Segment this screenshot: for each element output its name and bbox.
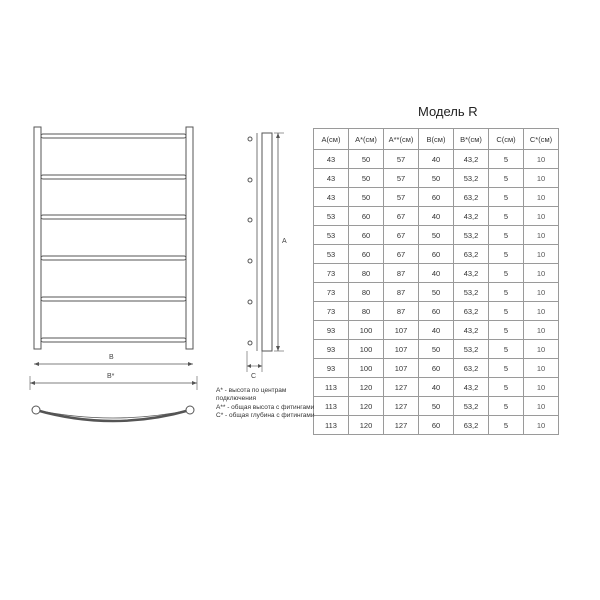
table-cell: 80 [349,264,384,283]
table-cell: 50 [419,397,454,416]
table-cell: 93 [314,359,349,378]
table-row [314,226,559,245]
table-cell: 107 [384,321,419,340]
table-row [314,188,559,207]
spec-table [313,128,559,435]
table-cell: 53 [314,226,349,245]
table-cell: 5 [489,207,524,226]
table-cell: 5 [489,169,524,188]
table-cell: 87 [384,302,419,321]
table-cell: 50 [419,169,454,188]
table-cell: 40 [419,150,454,169]
top-view-arc [36,410,190,421]
table-cell: 5 [489,302,524,321]
table-cell: 93 [314,340,349,359]
side-view-pipe [262,133,272,351]
table-cell: 113 [314,397,349,416]
table-cell: 63,2 [454,302,489,321]
side-rung-stubs [248,137,252,345]
table-cell: 10 [524,245,559,264]
table-cell: 50 [419,283,454,302]
model-title: Модель R [418,104,478,119]
table-cell: 57 [384,188,419,207]
col-header-b-star: B*(см) [454,129,489,150]
table-cell: 60 [419,359,454,378]
table-cell: 67 [384,245,419,264]
table-cell: 5 [489,245,524,264]
table-cell: 43 [314,150,349,169]
table-cell: 40 [419,321,454,340]
table-cell: 10 [524,321,559,340]
table-row [314,340,559,359]
table-cell: 10 [524,264,559,283]
table-cell: 43,2 [454,321,489,340]
table-cell: 60 [419,416,454,435]
table-cell: 5 [489,188,524,207]
left-pipe [34,127,41,349]
table-cell: 87 [384,264,419,283]
table-cell: 50 [419,340,454,359]
table-cell: 5 [489,226,524,245]
table-cell: 120 [349,378,384,397]
table-cell: 43,2 [454,264,489,283]
dim-label-c: C [251,373,257,380]
table-cell: 63,2 [454,359,489,378]
table-cell: 40 [419,264,454,283]
table-cell: 63,2 [454,245,489,264]
note-c-star: C* - общая глубина с фитингами [216,412,315,420]
table-cell: 120 [349,416,384,435]
table-cell: 5 [489,321,524,340]
table-cell: 43,2 [454,207,489,226]
table-cell: 43,2 [454,378,489,397]
table-row [314,283,559,302]
table-cell: 60 [349,207,384,226]
table-cell: 10 [524,378,559,397]
note-a-double-star: A** - общая высота с фитингами [216,403,315,411]
table-cell: 107 [384,359,419,378]
table-cell: 73 [314,283,349,302]
table-header-row [314,129,559,150]
table-cell: 5 [489,264,524,283]
right-pipe [186,127,193,349]
table-cell: 100 [349,321,384,340]
table-cell: 10 [524,188,559,207]
table-cell: 40 [419,207,454,226]
table-cell: 80 [349,283,384,302]
table-cell: 67 [384,226,419,245]
table-cell: 10 [524,169,559,188]
table-cell: 10 [524,283,559,302]
col-header-a-star: A*(см) [349,129,384,150]
table-cell: 53,2 [454,283,489,302]
table-cell: 100 [349,340,384,359]
dim-label-b-star: B* [107,373,115,380]
table-row [314,150,559,169]
table-cell: 10 [524,340,559,359]
table-cell: 63,2 [454,416,489,435]
table-cell: 57 [384,169,419,188]
table-cell: 10 [524,207,559,226]
table-cell: 60 [419,245,454,264]
table-cell: 43 [314,188,349,207]
table-cell: 10 [524,302,559,321]
table-row [314,207,559,226]
table-cell: 73 [314,302,349,321]
table-row [314,416,559,435]
table-cell: 53,2 [454,340,489,359]
table-cell: 50 [349,169,384,188]
col-header-a: A(см) [314,129,349,150]
table-cell: 80 [349,302,384,321]
table-row [314,264,559,283]
table-cell: 63,2 [454,188,489,207]
table-cell: 5 [489,283,524,302]
table-cell: 5 [489,416,524,435]
table-cell: 87 [384,283,419,302]
table-row [314,397,559,416]
table-cell: 10 [524,359,559,378]
table-cell: 40 [419,378,454,397]
table-row [314,302,559,321]
table-cell: 5 [489,359,524,378]
table-cell: 50 [349,188,384,207]
table-cell: 60 [419,302,454,321]
table-cell: 127 [384,416,419,435]
col-header-c-star: C*(см) [524,129,559,150]
table-cell: 53 [314,207,349,226]
table-cell: 60 [349,245,384,264]
table-row [314,359,559,378]
table-cell: 43 [314,169,349,188]
table-cell: 5 [489,150,524,169]
table-cell: 127 [384,397,419,416]
table-cell: 50 [419,226,454,245]
table-cell: 73 [314,264,349,283]
table-cell: 60 [349,226,384,245]
table-cell: 10 [524,150,559,169]
table-cell: 10 [524,397,559,416]
table-cell: 10 [524,416,559,435]
table-cell: 67 [384,207,419,226]
col-header-a-double-star: A**(см) [384,129,419,150]
table-cell: 57 [384,150,419,169]
col-header-c: C(см) [489,129,524,150]
table-row [314,245,559,264]
dim-label-a: A [282,238,287,245]
dim-label-b: B [109,354,114,361]
table-cell: 107 [384,340,419,359]
table-cell: 113 [314,378,349,397]
table-cell: 53 [314,245,349,264]
col-header-b: B(см) [419,129,454,150]
table-cell: 93 [314,321,349,340]
rungs [41,134,186,342]
table-cell: 53,2 [454,169,489,188]
table-cell: 53,2 [454,226,489,245]
table-cell: 60 [419,188,454,207]
table-cell: 120 [349,397,384,416]
table-cell: 100 [349,359,384,378]
table-cell: 5 [489,397,524,416]
table-cell: 50 [349,150,384,169]
table-cell: 113 [314,416,349,435]
table-row [314,378,559,397]
table-row [314,169,559,188]
notes [216,387,316,421]
table-cell: 10 [524,226,559,245]
table-row [314,321,559,340]
table-cell: 53,2 [454,397,489,416]
table-cell: 5 [489,340,524,359]
table-cell: 43,2 [454,150,489,169]
table-cell: 5 [489,378,524,397]
table-cell: 127 [384,378,419,397]
note-a-star: A* - высота по центрам подключения [216,387,287,403]
